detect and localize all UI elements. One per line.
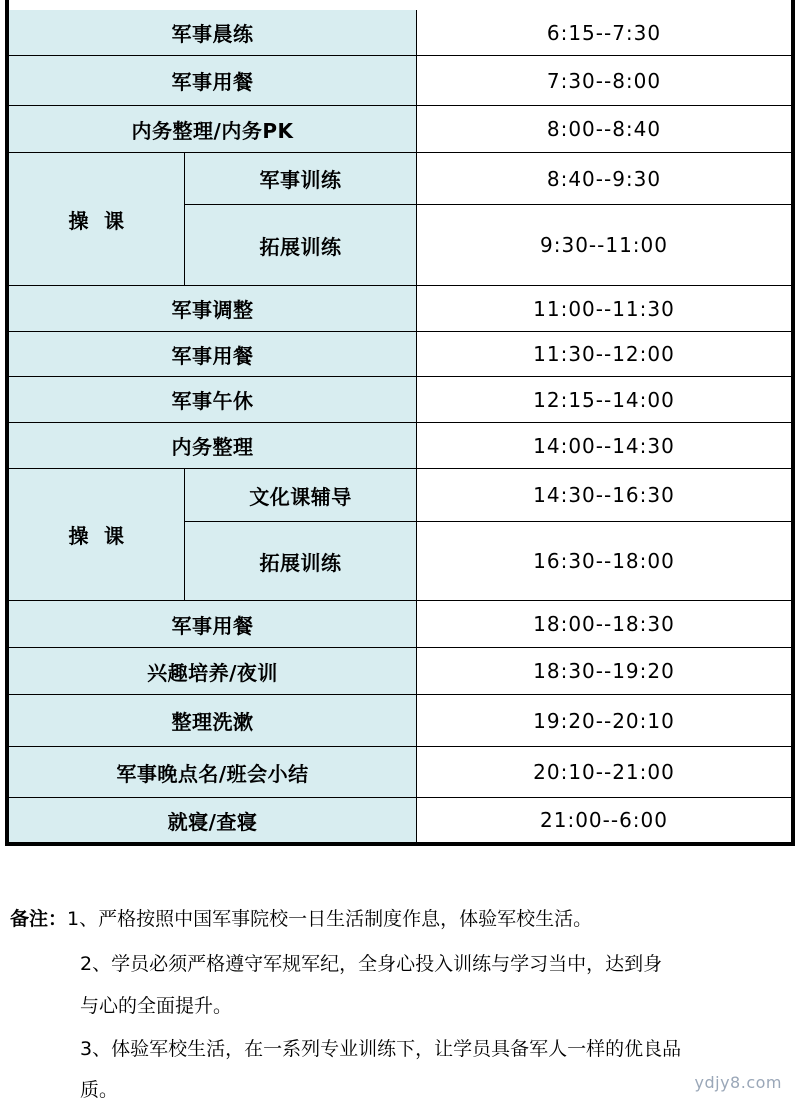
activity-cell: 内务整理: [9, 423, 417, 469]
time-cell: 14:30--16:30: [417, 469, 791, 522]
activity-cell: 就寝/查寝: [9, 798, 417, 842]
group-cell: 操 课: [9, 153, 185, 286]
activity-cell: 拓展训练: [185, 522, 417, 601]
activity-cell: 军事用餐: [9, 601, 417, 648]
activity-cell: 军事用餐: [9, 56, 417, 106]
time-cell: 7:30--8:00: [417, 56, 791, 106]
activity-cell: 军事用餐: [9, 332, 417, 377]
time-cell: 21:00--6:00: [417, 798, 791, 842]
watermark: ydjy8.com: [694, 1073, 782, 1092]
note-line: 质。: [80, 1079, 119, 1101]
note-text: 1、严格按照中国军事院校一日生活制度作息，体验军校生活。: [67, 908, 593, 930]
activity-cell: 军事训练: [185, 153, 417, 205]
note-line: [10, 905, 592, 934]
time-cell: 8:00--8:40: [417, 106, 791, 153]
activity-cell: 拓展训练: [185, 205, 417, 286]
activity-cell: 军事调整: [9, 286, 417, 332]
activity-cell: 军事晚点名/班会小结: [9, 747, 417, 798]
time-cell: 19:20--20:10: [417, 695, 791, 747]
time-cell: 11:00--11:30: [417, 286, 791, 332]
note-line: 与心的全面提升。: [80, 995, 233, 1017]
time-cell: 11:30--12:00: [417, 332, 791, 377]
time-cell: 9:30--11:00: [417, 205, 791, 286]
note-line: 2、学员必须严格遵守军规军纪，全身心投入训练与学习当中，达到身: [80, 953, 663, 975]
time-cell: 18:00--18:30: [417, 601, 791, 648]
time-cell: 20:10--21:00: [417, 747, 791, 798]
time-cell: 6:15--7:30: [417, 10, 791, 56]
activity-cell: 军事晨练: [9, 10, 417, 56]
activity-cell: 整理洗漱: [9, 695, 417, 747]
note-line: 3、体验军校生活，在一系列专业训练下，让学员具备军人一样的优良品: [80, 1038, 682, 1060]
time-cell: 18:30--19:20: [417, 648, 791, 695]
activity-cell: 内务整理/内务PK: [9, 106, 417, 153]
activity-cell: 兴趣培养/夜训: [9, 648, 417, 695]
time-cell: 8:40--9:30: [417, 153, 791, 205]
schedule-table: [5, 0, 795, 846]
activity-cell: 军事午休: [9, 377, 417, 423]
activity-cell: 文化课辅导: [185, 469, 417, 522]
notes-label: 备注：: [10, 908, 68, 930]
time-cell: 16:30--18:00: [417, 522, 791, 601]
time-cell: 14:00--14:30: [417, 423, 791, 469]
group-cell: 操 课: [9, 469, 185, 601]
time-cell: 12:15--14:00: [417, 377, 791, 423]
